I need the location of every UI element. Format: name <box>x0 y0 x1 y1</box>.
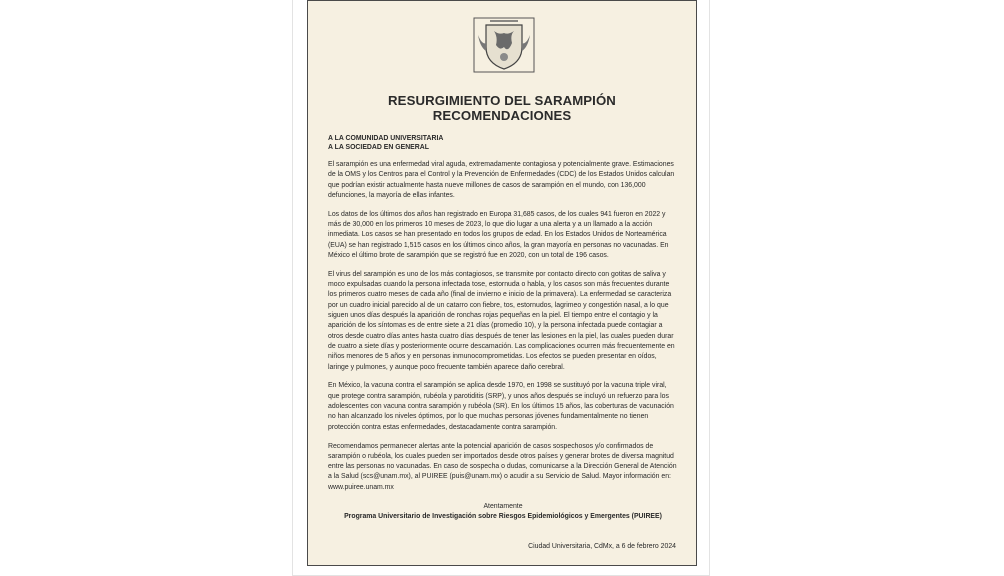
addressee <box>328 134 678 152</box>
signature-block <box>328 502 678 522</box>
paragraph: Los datos de los últimos dos años han registrado en Europa 31,685 casos, de los cuales 941 fueron en 2022 y más de 30,000 en los primeros 10 meses de 2023, lo que dio lugar a una alerta y a un llamado a la acción inmediata. Los casos se han presentado en todos los grupos de edad. En los Estados Unidos de Norteamérica (EUA) se han registrado 1,515 casos en los últimos cinco años, la gran mayoría en personas no vacunadas. En México el último brote de sarampión que se registró fue en 2020, con un total de 196 casos. <box>328 210 669 259</box>
closing: Atentamente <box>483 502 523 510</box>
document-title <box>308 93 696 123</box>
paragraph: Recomendamos permanecer alertas ante la potencial aparición de casos sospechosos y/o confirmados de sarampión o rubéola, los cuales pueden ser importados desde otros países y generar brotes de diversa magnitud entre las personas no vacunadas. En caso de sospecha o dudas, comunicarse a la Dirección General de Atención a la Salud (scs@unam.mx), al PUIREE (puis@unam.mx) o acudir a su Servicio de Salud. Mayor información en: www.puiree.unam.mx <box>328 442 677 491</box>
paragraph: El virus del sarampión es uno de los más contagiosos, se transmite por contacto directo con gotitas de saliva y moco expulsadas cuando la persona infectada tose, estornuda o habla, y los casos son más frecuentes durante los primeros cuatro meses de cada año (final de invierno e inicio de la primavera). La enfermedad se caracteriza por un cuadro inicial parecido al de un catarro con fiebre, tos, estornudos, lagrimeo y congestión nasal, a lo que siguen unos días después la aparición de ronchas rojas pequeñas en la piel. El tiempo entre el contagio y la aparición de los síntomas es de entre siete a 21 días (promedio 10), y la persona infectada puede contagiar a otros desde cuatro días antes hasta cuatro días después de tener las lesiones en la piel, las cuales pueden durar de cuatro a siete días y posteriormente ocurre descamación. Las complicaciones ocurren más frecuentemente en niños menores de 5 años y en personas inmunocomprometidas. Los efectos se pueden presentar en oídos, laringe y pulmones, y aunque poco frecuente también aparece daño cerebral. <box>328 270 675 371</box>
title-line-2: RECOMENDACIONES <box>432 108 572 123</box>
paragraph: En México, la vacuna contra el sarampión se aplica desde 1970, en 1998 se sustituyó por la vacuna triple viral, que protege contra sarampión, rubéola y parotiditis (SRP), y unos años después se incluyó un refuerzo para los adolescentes con vacuna contra sarampión y rubéola (SR). En los últimos 15 años, las coberturas de vacunación no han alcanzado los niveles óptimos, por lo que muchas personas jóvenes fundamentalmente no tienen protección contra estas enfermedades, destacadamente contra sarampión. <box>328 382 674 431</box>
addressee-line-2: A LA SOCIEDAD EN GENERAL <box>328 144 429 151</box>
title-line-1: RESURGIMIENTO DEL SARAMPIÓN <box>388 93 616 108</box>
document-page <box>307 0 697 566</box>
addressee-line-1: A LA COMUNIDAD UNIVERSITARIA <box>328 135 444 142</box>
dateline: Ciudad Universitaria, CdMx, a 6 de febrero 2024 <box>528 543 676 550</box>
paragraph: El sarampión es una enfermedad viral aguda, extremadamente contagiosa y potencialmente grave. Estimaciones de la OMS y los Centros para el Control y la Prevención de Enfermedades (CDC) de los Estados Unidos calculan que podrían existir actualmente hasta nueve millones de casos de sarampión en el mundo, con 136,000 defunciones, la mayoría de ellas infantes. <box>328 161 675 199</box>
unam-seal-icon <box>472 17 536 73</box>
document-body <box>328 134 678 522</box>
signatory: Programa Universitario de Investigación sobre Riesgos Epidemiológicos y Emergentes (PUIREE) <box>344 512 662 520</box>
